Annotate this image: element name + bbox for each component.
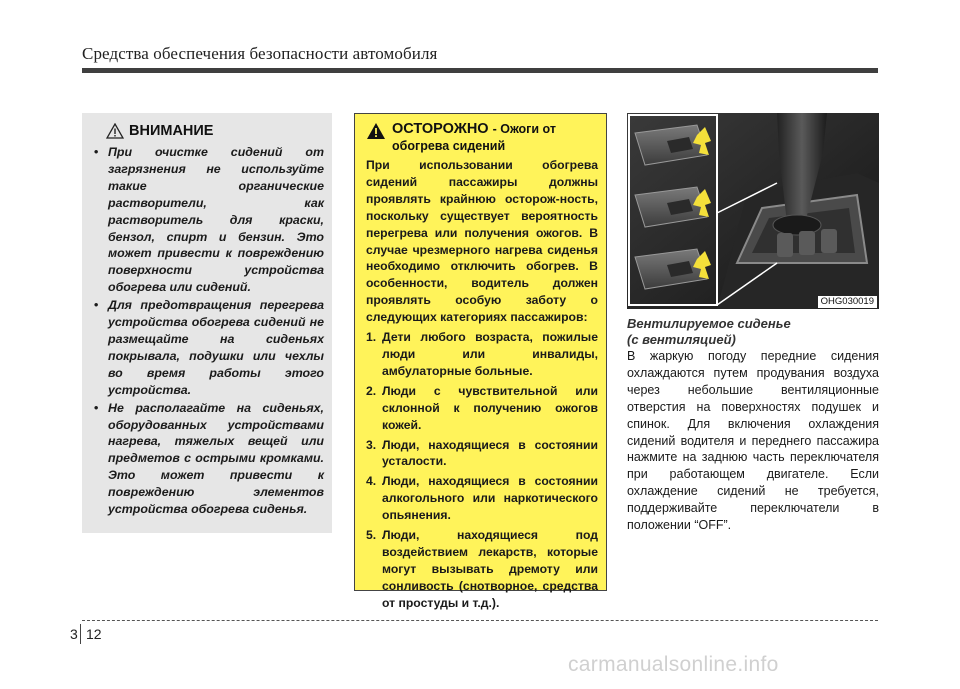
page-header-title: Средства обеспечения безопасности автомобиля: [82, 44, 438, 63]
caution-box: [354, 113, 607, 610]
warning-item: • Для предотвращения перегрева устройства обогрева сидений не размещайте на сиденьях покрывала, подушки или чехлы во время работы этого устройства.: [94, 298, 324, 397]
caution-triangle-icon: [366, 122, 386, 140]
seat-switch-photo: [627, 113, 879, 309]
caution-item: 2. Люди с чувствительной или склонной к получению ожогов кожей.: [366, 383, 598, 432]
footer-rule: [82, 620, 878, 621]
caution-item: 4. Люди, находящиеся в состоянии алкогольного или наркотического опьянения.: [366, 474, 598, 523]
header-rule: [82, 68, 878, 73]
section-body-text: В жаркую погоду передние сидения охлаждаются путем продувания воздуха через небольшие вентиляционные отверстия на поверхностях подушек и спинок. Для включения охлаждения сидений водителя и переднего пассажира нажмите на заднюю часть переключателя при работающем двигателе. Если охлаждение сидений не требуется, поддерживайте переключатели в положении “OFF”.: [627, 349, 879, 533]
caution-title: ОСТОРОЖНО - Ожоги от обогрева сидений: [392, 121, 556, 153]
caution-item: 1. Дети любого возраста, пожилые люди или инвалиды, амбулаторные больные.: [366, 330, 598, 378]
warning-title: ВНИМАНИЕ: [129, 123, 214, 139]
warning-list: [94, 144, 324, 518]
warning-item: • Не располагайте на сиденьях, оборудованных устройствами нагрева, тяжелых вещей или предметов с острыми кромками. Это может привести к повреждению элементов устройства обогрева сиденья.: [94, 400, 324, 517]
caution-header: [366, 121, 598, 155]
warning-header: [94, 121, 324, 141]
warning-triangle-icon: [106, 123, 124, 139]
caution-intro: При использовании обогрева сидений пассажиры должны проявлять крайнюю осторож-ность, поскольку существует вероятность перегрева или получения ожогов. В случае чрезмерного нагрева сиденья необходимо отключить обогрев. В особенности, водитель должен проявлять особую заботу о следующих категориях пассажиров:: [366, 158, 598, 325]
page-chapter-number: 3: [70, 626, 78, 642]
photo-code-label: OHG030019: [818, 296, 877, 308]
warning-item: • При очистке сидений от загрязнения не используйте такие органические растворители, как растворитель для краски, бензол, спирт и бензин. Это может привести к повреждению поверхности устройства обогрева или сидений.: [94, 145, 324, 295]
watermark-text: carmanualsonline.info: [568, 653, 779, 676]
section-heading: Вентилируемое сиденье (с вентиляцией): [627, 316, 791, 347]
caution-list: [366, 329, 598, 612]
page-number-separator: [80, 624, 81, 644]
page-number: 12: [86, 626, 102, 642]
caution-item: 3. Люди, находящиеся в состоянии усталости.: [366, 437, 598, 469]
caution-item: 5. Люди, находящиеся под воздействием лекарств, которые могут вызывать дремоту или сонливость (снотворное, средства от простуды и т.д.).: [366, 528, 598, 610]
console-illustration: [627, 113, 879, 309]
warning-box: [82, 113, 332, 533]
